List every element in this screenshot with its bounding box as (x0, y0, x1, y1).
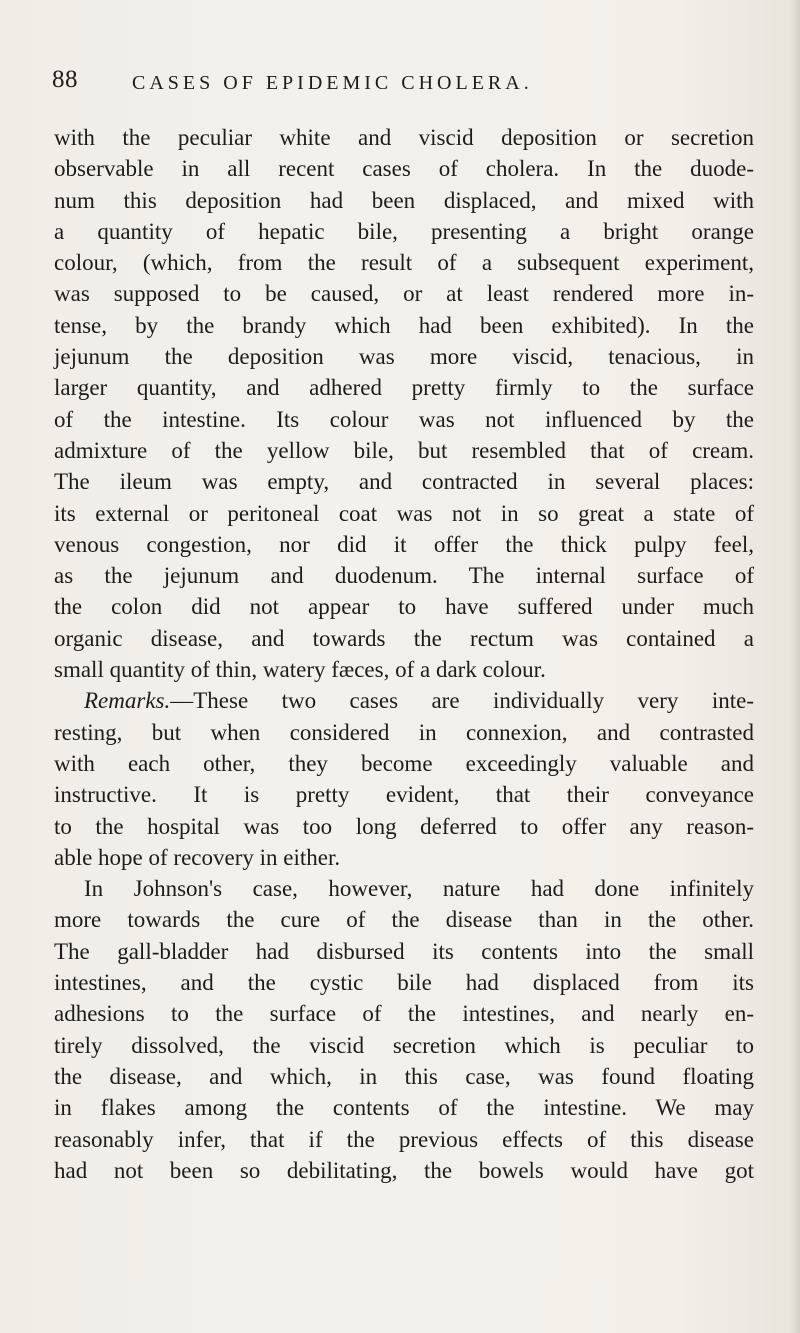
text-line: was supposed to be caused, or at least rendered more in- (54, 281, 754, 307)
text-line: colour, (which, from the result of a subsequent experiment, (54, 250, 754, 276)
page-header (52, 66, 752, 106)
running-head: CASES OF EPIDEMIC CHOLERA. (132, 72, 533, 94)
text-line: with each other, they become exceedingly valuable and (54, 750, 754, 776)
text-line: The ileum was empty, and contracted in several places: (54, 469, 754, 495)
text-line: more towards the cure of the disease than in the other. (54, 907, 754, 933)
text-line: to the hospital was too long deferred to offer any reason- (54, 813, 754, 839)
text-line: instructive. It is pretty evident, that their conveyance (54, 782, 754, 808)
text-line: as the jejunum and duodenum. The internal surface of (54, 563, 754, 589)
text-line: small quantity of thin, watery fæces, of a dark colour. (54, 657, 546, 683)
remarks-first-rest: —These two cases are individually very inte- (170, 688, 754, 714)
text-line: larger quantity, and adhered pretty firmly to the surface (54, 375, 754, 401)
text-line: The gall-bladder had disbursed its contents into the small (54, 938, 754, 964)
text-line: num this deposition had been displaced, and mixed with (54, 187, 754, 213)
body-text (54, 122, 754, 1186)
text-line: organic disease, and towards the rectum was contained a (54, 625, 754, 651)
text-line: its external or peritoneal coat was not in so great a state of (54, 500, 754, 526)
text-line: of the intestine. Its colour was not influenced by the (54, 406, 754, 432)
text-line: observable in all recent cases of cholera. In the duode- (54, 156, 754, 182)
remarks-label: Remarks. (84, 688, 171, 714)
text-line: intestines, and the cystic bile had displaced from its (54, 970, 754, 996)
text-line: with the peculiar white and viscid deposition or secretion (54, 125, 754, 150)
page-number: 88 (52, 66, 78, 93)
text-line: a quantity of hepatic bile, presenting a bright orange (54, 218, 754, 244)
text-line: the disease, and which, in this case, was found floating (54, 1063, 754, 1089)
text-line: jejunum the deposition was more viscid, tenacious, in (54, 344, 754, 370)
text-line: adhesions to the surface of the intestines, and nearly en- (54, 1001, 754, 1027)
text-line: in flakes among the contents of the intestine. We may (54, 1095, 754, 1121)
text-line: had not been so debilitating, the bowels would have got (54, 1157, 754, 1183)
text-line: the colon did not appear to have suffered under much (54, 594, 754, 620)
text-line: tirely dissolved, the viscid secretion which is peculiar to (54, 1032, 754, 1058)
text-line: reasonably infer, that if the previous effects of this disease (54, 1126, 754, 1152)
text-line: venous congestion, nor did it offer the thick pulpy feel, (54, 531, 754, 557)
text-line: tense, by the brandy which had been exhibited). In the (54, 312, 754, 338)
text-line: resting, but when considered in connexion, and contrasted (54, 719, 754, 745)
text-line: In Johnson's case, however, nature had done infinitely (84, 876, 754, 902)
text-line: admixture of the yellow bile, but resembled that of cream. (54, 437, 754, 463)
text-line: able hope of recovery in either. (54, 844, 341, 870)
remarks-first-line (54, 685, 754, 716)
page-edge-shadow (790, 0, 800, 1333)
